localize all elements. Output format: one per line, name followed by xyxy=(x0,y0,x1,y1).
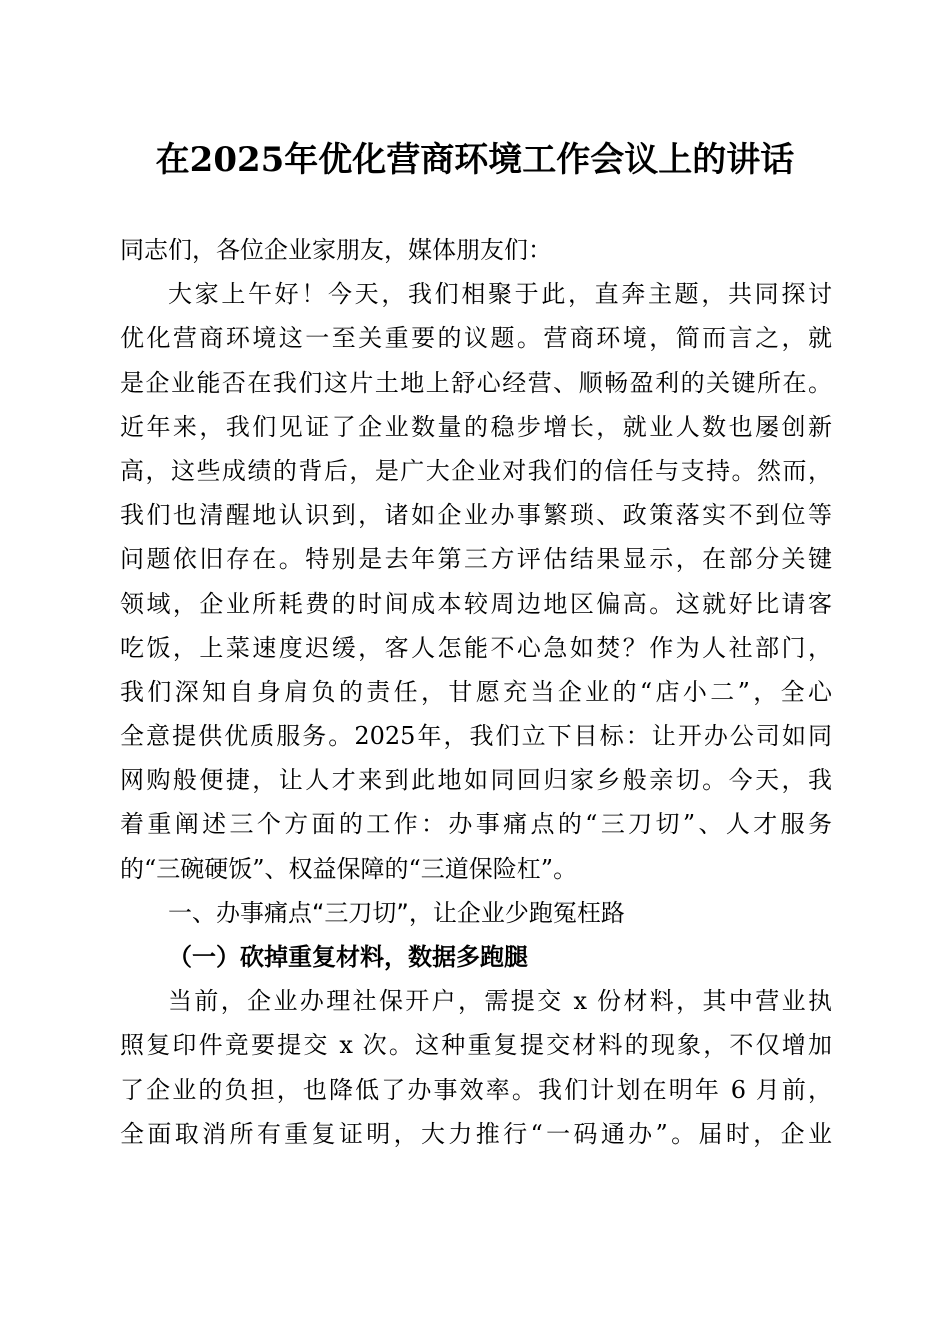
paragraph-line: 高，这些成绩的背后，是广大企业对我们的信任与支持。然而， xyxy=(120,456,832,485)
section-heading: 一、办事痛点“三刀切”，让企业少跑冤枉路 xyxy=(168,898,625,927)
paragraph-line: 我们也清醒地认识到，诸如企业办事繁琐、政策落实不到位等 xyxy=(120,501,832,530)
paragraph-line: 吃饭，上菜速度迟缓，客人怎能不心急如焚？作为人社部门， xyxy=(120,633,832,662)
paragraph-line: 大家上午好！今天，我们相聚于此，直奔主题，共同探讨 xyxy=(168,280,832,309)
paragraph-line: 当前，企业办理社保开户，需提交 x 份材料，其中营业执 xyxy=(168,987,832,1016)
subsection-heading: （一）砍掉重复材料，数据多跑腿 xyxy=(168,942,528,971)
paragraph-line: 照复印件竟要提交 x 次。这种重复提交材料的现象，不仅增加 xyxy=(120,1031,832,1060)
paragraph-line: 领域，企业所耗费的时间成本较周边地区偏高。这就好比请客 xyxy=(120,589,832,618)
paragraph-line: 全面取消所有重复证明，大力推行“一码通办”。届时，企业 xyxy=(120,1119,832,1148)
document-title: 在2025年优化营商环境工作会议上的讲话 xyxy=(155,140,795,180)
paragraph-line: 我们深知自身肩负的责任，甘愿充当企业的“店小二”，全心 xyxy=(120,677,832,706)
paragraph-line: 优化营商环境这一至关重要的议题。营商环境，简而言之，就 xyxy=(120,324,832,353)
paragraph-line: 是企业能否在我们这片土地上舒心经营、顺畅盈利的关键所在。 xyxy=(120,368,832,397)
paragraph-line: 了企业的负担，也降低了办事效率。我们计划在明年 6 月前， xyxy=(120,1075,832,1104)
paragraph-line: 近年来，我们见证了企业数量的稳步增长，就业人数也屡创新 xyxy=(120,412,832,441)
salutation: 同志们，各位企业家朋友，媒体朋友们： xyxy=(120,236,552,264)
paragraph-line: 问题依旧存在。特别是去年第三方评估结果显示，在部分关键 xyxy=(120,545,832,574)
document-body xyxy=(120,228,832,1156)
paragraph-line: 的“三碗硬饭”、权益保障的“三道保险杠”。 xyxy=(120,854,578,883)
paragraph-line: 着重阐述三个方面的工作：办事痛点的“三刀切”、人才服务 xyxy=(120,810,832,839)
paragraph-line: 全意提供优质服务。2025年，我们立下目标：让开办公司如同 xyxy=(120,722,832,751)
paragraph-line: 网购般便捷，让人才来到此地如同回归家乡般亲切。今天，我 xyxy=(120,766,832,795)
